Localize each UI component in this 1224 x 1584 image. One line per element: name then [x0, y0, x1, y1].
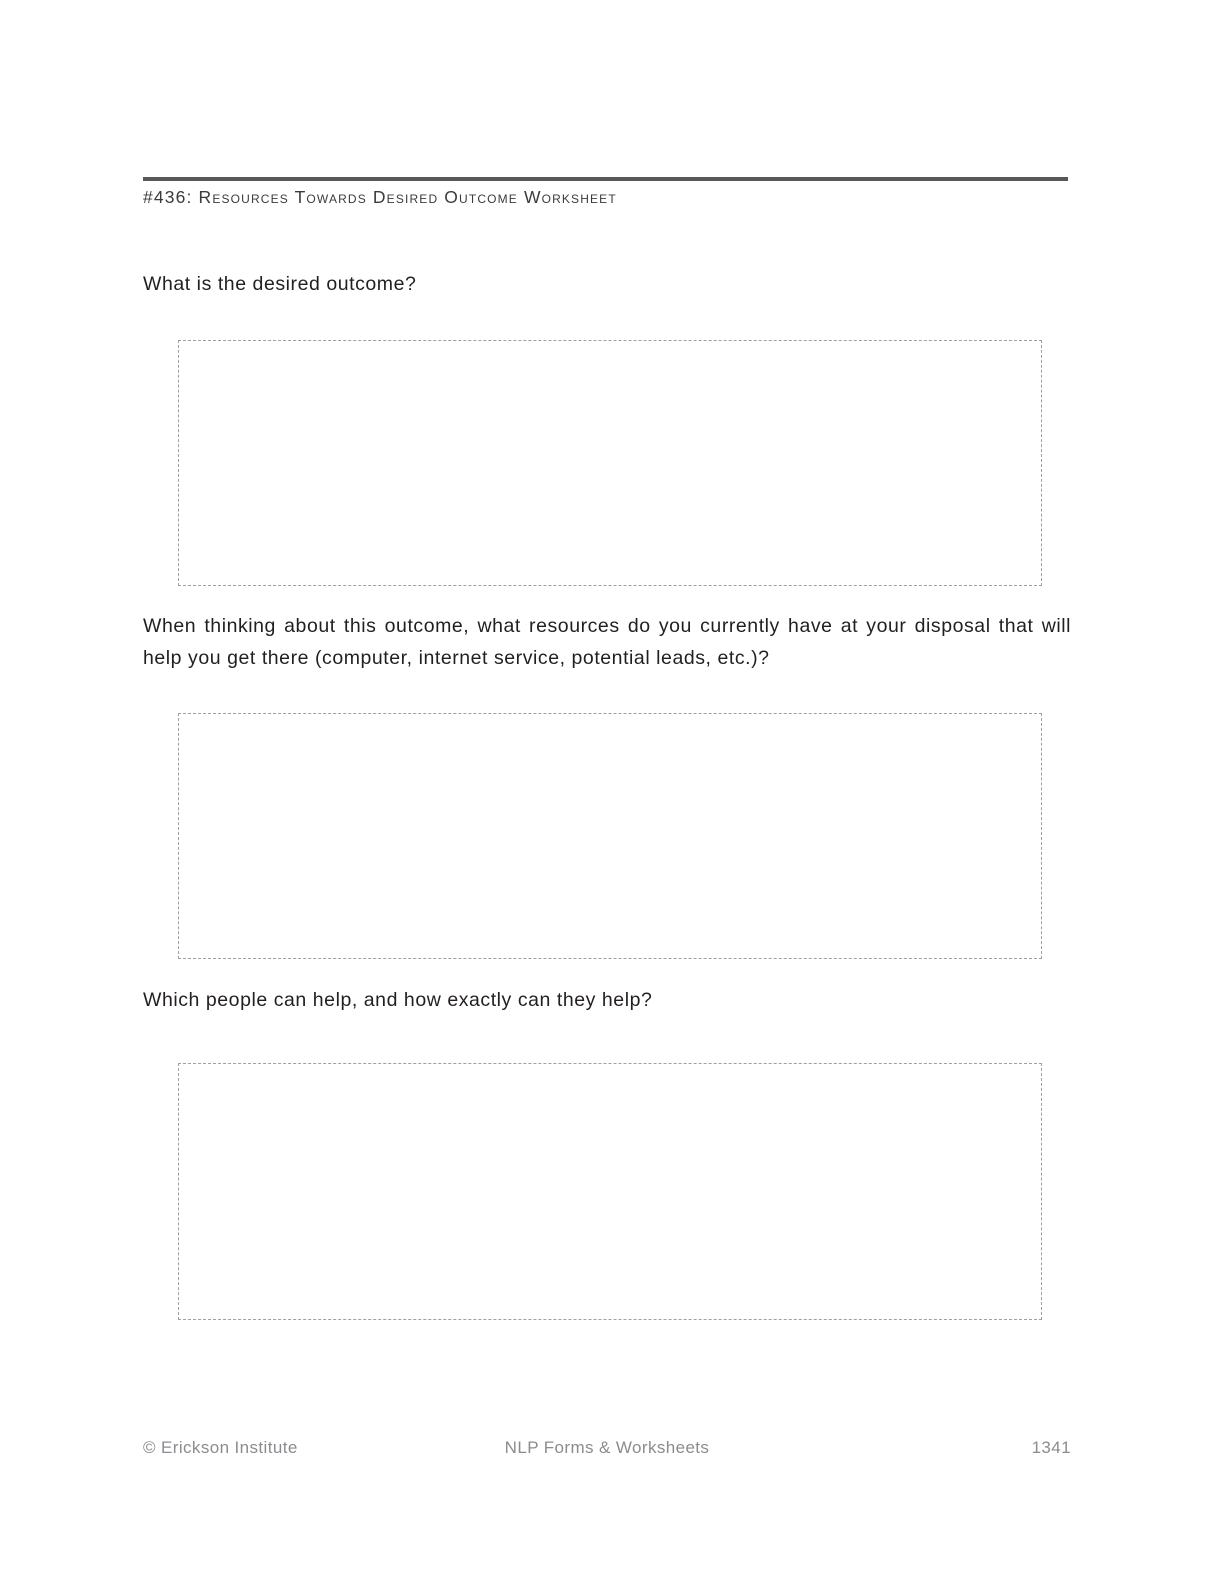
- page-footer: [143, 1434, 1071, 1462]
- footer-collection-title: NLP Forms & Worksheets: [504, 1438, 710, 1457]
- answer-box-desired-outcome[interactable]: [178, 340, 1042, 586]
- question-label-available-resources: When thinking about this outcome, what resources do you currently have at your disposal that will help you get there (computer, internet service, potential leads, etc.)?: [143, 615, 1071, 669]
- answer-box-helping-people[interactable]: [178, 1063, 1042, 1320]
- answer-box-available-resources[interactable]: [178, 713, 1042, 959]
- header-rule: [143, 177, 1068, 181]
- question-label-helping-people: Which people can help, and how exactly can they help?: [143, 989, 653, 1011]
- page-title: #436: Resources Towards Desired Outcome Worksheet: [143, 187, 617, 207]
- footer-page-number: 1341: [1031, 1438, 1071, 1457]
- footer-copyright: © Erickson Institute: [143, 1438, 298, 1457]
- question-label-desired-outcome: What is the desired outcome?: [143, 273, 417, 295]
